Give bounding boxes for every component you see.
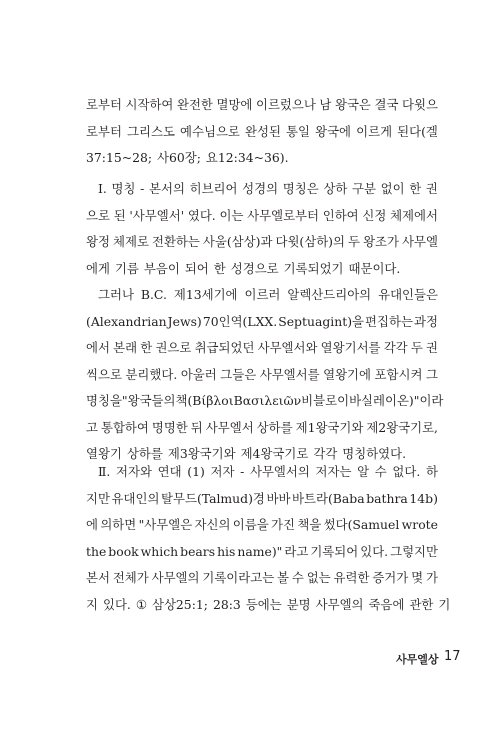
text-word: -	[140, 181, 145, 196]
text-word: 이르렀으나	[255, 97, 316, 112]
text-word: Ⅱ.	[98, 464, 111, 479]
text-word: 씩으로	[86, 366, 122, 382]
text-line	[86, 259, 438, 279]
text-word: 고	[86, 419, 98, 435]
text-word: 완성된	[245, 123, 281, 139]
text-word: 다윗으	[402, 97, 438, 112]
text-word: 사무엘의	[151, 570, 200, 585]
text-word: 제13세기에	[173, 287, 238, 302]
text-word: 때문이다.	[348, 260, 401, 276]
text-word: 사무엘서를	[259, 366, 320, 382]
text-word: 한	[140, 340, 153, 355]
text-word: 알	[357, 464, 370, 479]
text-word: 저자는	[315, 464, 352, 479]
text-word: which	[140, 543, 179, 559]
text-word: 14b)	[409, 490, 438, 506]
text-word: 권	[426, 340, 438, 355]
text-word: 상하를	[126, 446, 163, 461]
text-word: 사울(삼상)과	[202, 234, 273, 249]
text-word: 결국	[374, 97, 399, 112]
text-word: 명칭은	[282, 181, 319, 196]
text-word: 로부터	[86, 97, 122, 112]
text-line	[98, 179, 438, 199]
text-word: 열왕기서를	[320, 340, 381, 355]
text-word: 사무엘서의	[249, 464, 310, 479]
text-word: book	[108, 543, 139, 559]
text-word: 명명한	[151, 419, 188, 435]
text-word: 그러나	[98, 287, 134, 302]
text-word: 삼상25:1;	[151, 596, 208, 612]
text-line	[86, 595, 451, 615]
text-word: 체제로	[113, 234, 149, 249]
text-word: 수	[291, 570, 304, 585]
text-word: 알렉산드리아의	[287, 287, 372, 302]
text-word: 각각	[313, 446, 338, 461]
text-word: 유대인의	[111, 490, 160, 506]
text-word: 완전한	[176, 97, 213, 112]
text-line	[86, 122, 438, 142]
text-word: 왕정	[86, 234, 110, 249]
text-line	[86, 338, 438, 358]
text-word: 남	[319, 97, 332, 112]
text-word: B.C.	[140, 287, 167, 302]
text-line	[86, 568, 438, 588]
text-line	[98, 285, 438, 305]
text-word: 열왕기	[86, 446, 122, 461]
text-word: 유대인들은	[378, 287, 438, 302]
text-word: 37:15~28;	[86, 150, 153, 165]
text-word: 기	[438, 596, 451, 612]
text-word: 전환하는	[151, 234, 200, 249]
text-line	[98, 462, 438, 482]
text-word: 취급되었던	[194, 340, 255, 355]
text-word: 등에는	[245, 596, 282, 612]
text-word: 히브리어	[189, 181, 238, 196]
text-word: 명칭	[111, 181, 136, 196]
text-word: "사무엘은	[138, 517, 193, 532]
text-word: 성경으로	[230, 260, 279, 276]
text-word: the	[86, 543, 107, 559]
text-word: 인하여	[322, 207, 359, 223]
text-word: 수	[374, 464, 387, 479]
text-word: 가	[425, 570, 438, 585]
text-word: 제1왕국기와	[295, 419, 364, 435]
text-word: 권으로	[155, 340, 192, 355]
text-word: '사무엘서'	[129, 207, 185, 223]
text-word: 상하를	[256, 419, 293, 435]
text-word: 그들은	[220, 366, 257, 382]
text-word: 저자	[210, 464, 235, 479]
text-word: 사무엘로부터	[247, 207, 319, 223]
text-word: 없는	[306, 570, 331, 585]
text-word: Βασιλειῶν	[233, 393, 302, 408]
text-word: 에	[86, 517, 98, 532]
text-word: 이르러	[244, 287, 281, 302]
text-word: 이름을	[232, 517, 269, 532]
text-word: 바트라(Baba	[292, 490, 365, 506]
text-word: 권	[425, 181, 438, 196]
text-word: 포함시켜	[374, 366, 423, 382]
text-word: name)"	[237, 543, 283, 559]
text-word: 가진	[271, 517, 295, 532]
text-word: 멸망에	[216, 97, 253, 112]
text-word: (1)	[187, 464, 205, 479]
running-footer-title: 사무엘상	[396, 653, 439, 666]
text-word: 시작하여	[125, 97, 174, 112]
text-word: 연대	[157, 464, 182, 479]
text-word: 사무엘	[402, 234, 438, 249]
text-word: 한	[213, 260, 226, 276]
page-number: 17	[444, 649, 461, 664]
text-word: 썼다(Samuel	[323, 517, 400, 532]
text-word: 된	[113, 207, 126, 223]
text-word: 각각	[383, 340, 408, 355]
text-word: 기록되어	[310, 543, 359, 559]
text-word: bears	[180, 543, 216, 559]
text-word: 전체가	[112, 570, 149, 585]
text-word: 편집하는	[365, 313, 413, 329]
text-word: 신정	[362, 207, 387, 223]
text-word: 탈무드(Talmud)경	[161, 490, 265, 506]
text-word: 비블로이	[301, 393, 350, 408]
text-line	[86, 365, 438, 385]
text-word: 구분	[351, 181, 376, 196]
text-word: 본래	[113, 340, 138, 355]
text-word: 사무엘서	[205, 419, 254, 435]
text-word: 기록이라고는	[202, 570, 275, 585]
text-word: 분명	[286, 596, 311, 612]
text-line	[86, 148, 438, 168]
text-word: 다윗(삼하)의	[275, 234, 345, 249]
text-word: 요12:34~36).	[205, 150, 289, 165]
text-word: 제3왕국기와	[167, 446, 236, 461]
text-word: 제2왕국기로,	[366, 419, 438, 435]
text-word: 그리스도	[127, 123, 175, 139]
text-word: 있다.	[360, 543, 389, 559]
text-word: 왕조가	[363, 234, 399, 249]
text-word: 볼	[277, 570, 290, 585]
text-word: 두	[348, 234, 361, 249]
text-word: 죽음에	[368, 596, 405, 612]
text-word: wrote	[401, 517, 438, 532]
text-word: "왕국들의	[121, 393, 176, 408]
text-word: 로부터	[86, 123, 122, 139]
text-word: his	[217, 543, 236, 559]
text-word: 과정	[413, 313, 438, 329]
text-line	[86, 418, 438, 438]
text-word: 예수님으로	[180, 123, 240, 139]
text-word: 사60장;	[157, 150, 201, 165]
text-word: 이르게	[356, 123, 393, 139]
text-word: 유력한	[333, 570, 370, 585]
text-word: 제4왕국기로	[240, 446, 309, 461]
text-word: -	[240, 464, 245, 479]
text-word: 몇	[411, 570, 424, 585]
text-word: 분리했다.	[125, 366, 178, 382]
text-word: 명칭을	[86, 393, 122, 408]
text-word: 지만	[86, 490, 110, 506]
text-word: Ⅰ.	[98, 181, 107, 196]
text-word: 상하	[323, 181, 348, 196]
text-word: 되어	[184, 260, 209, 276]
text-word: bathra	[366, 490, 408, 506]
text-word: 바실레이온)"	[349, 393, 420, 408]
text-word: 기록되었기	[283, 260, 344, 276]
text-word: 에서	[86, 340, 110, 355]
text-line	[86, 391, 444, 411]
text-word: 본서의	[149, 181, 185, 196]
text-line	[86, 542, 438, 562]
text-line	[86, 95, 438, 115]
text-word: 본서	[86, 570, 110, 585]
text-word: 체제에서	[390, 207, 438, 223]
text-word: Jews)	[167, 313, 202, 329]
text-word: 성경의	[242, 181, 279, 196]
text-word: 왕국은	[334, 97, 371, 112]
text-word: 아울러	[180, 366, 217, 382]
text-word: 에게	[86, 260, 110, 276]
text-word: 관한	[409, 596, 434, 612]
text-word: 저자와	[116, 464, 152, 479]
text-word: 이는	[219, 207, 244, 223]
text-word: 한	[409, 181, 422, 196]
text-word: 통합하여	[100, 419, 149, 435]
text-word: 이라	[419, 393, 444, 408]
text-word: 사무엘서와	[257, 340, 318, 355]
text-word: (Alexandrian	[86, 313, 167, 329]
text-word: 바바	[266, 490, 291, 506]
text-word: 지	[86, 596, 98, 612]
text-word: 명칭하였다.	[342, 446, 407, 461]
text-word: 뒤	[190, 419, 203, 435]
text-word: 였다.	[187, 207, 216, 223]
text-word: 그	[425, 366, 438, 382]
text-word: 왕국에	[315, 123, 352, 139]
text-word: ①	[135, 596, 147, 612]
text-line	[86, 206, 438, 226]
text-word: 부음이	[143, 260, 180, 276]
text-word: 없다.	[392, 464, 421, 479]
text-line	[86, 444, 438, 464]
text-word: 된다(겔	[397, 123, 438, 139]
text-word: Septuagint)을	[278, 313, 364, 329]
text-word: 28:3	[212, 596, 241, 612]
text-word: 통일	[286, 123, 310, 139]
text-line	[86, 232, 438, 252]
text-word: 증거가	[372, 570, 409, 585]
text-word: 그렇지만	[390, 543, 438, 559]
text-word: 의하면	[100, 517, 137, 532]
text-word: 책을	[297, 517, 322, 532]
text-word: 으로	[86, 207, 110, 223]
text-line	[86, 515, 438, 535]
text-word: 라고	[284, 543, 309, 559]
text-word: 책(Βίβλοι	[175, 393, 234, 408]
text-word: 하	[425, 464, 438, 479]
text-word: 열왕기에	[323, 366, 371, 382]
text-word: 자신의	[194, 517, 231, 532]
text-line	[86, 489, 438, 509]
text-word: 기름	[114, 260, 139, 276]
text-word: 있다.	[102, 596, 131, 612]
text-word: 두	[410, 340, 423, 355]
text-line	[86, 312, 438, 332]
text-word: 70인역(LXX.	[202, 313, 278, 329]
text-word: 없이	[380, 181, 405, 196]
text-word: 사무엘의	[315, 596, 364, 612]
